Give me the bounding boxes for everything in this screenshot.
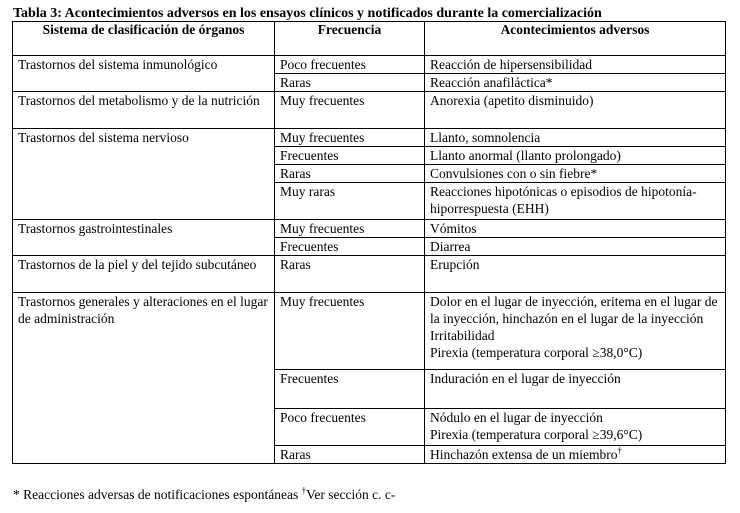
soc-cell: Trastornos generales y alteraciones en el lugar de administración bbox=[13, 293, 275, 464]
events-cell: Reacciones hipotónicas o episodios de hipotonía-hiporrespuesta (EHH) bbox=[425, 183, 726, 220]
soc-cell: Trastornos de la piel y del tejido subcutáneo bbox=[13, 256, 275, 293]
events-cell: Diarrea bbox=[425, 238, 726, 256]
adverse-events-table bbox=[12, 21, 726, 464]
frequency-cell: Poco frecuentes bbox=[275, 409, 425, 446]
events-cell: Anorexia (apetito disminuido) bbox=[425, 92, 726, 129]
table-row bbox=[13, 56, 726, 74]
events-cell bbox=[425, 409, 726, 446]
soc-cell: Trastornos del sistema inmunológico bbox=[13, 56, 275, 92]
event-line: Pirexia (temperatura corporal ≥39,6°C) bbox=[430, 427, 643, 442]
events-cell: Induración en el lugar de inyección bbox=[425, 370, 726, 409]
soc-cell: Trastornos del metabolismo y de la nutrición bbox=[13, 92, 275, 129]
header-frequency: Frecuencia bbox=[275, 22, 425, 56]
header-soc: Sistema de clasificación de órganos bbox=[13, 22, 275, 56]
events-cell: Erupción bbox=[425, 256, 726, 293]
events-cell: Reacción anafiláctica* bbox=[425, 74, 726, 92]
events-cell: Reacción de hipersensibilidad bbox=[425, 56, 726, 74]
frequency-cell: Poco frecuentes bbox=[275, 56, 425, 74]
soc-cell: Trastornos gastrointestinales bbox=[13, 220, 275, 256]
events-cell: Convulsiones con o sin fiebre* bbox=[425, 165, 726, 183]
header-adverse-events: Acontecimientos adversos bbox=[425, 22, 726, 56]
frequency-cell: Muy raras bbox=[275, 183, 425, 220]
frequency-cell: Raras bbox=[275, 446, 425, 464]
frequency-cell: Muy frecuentes bbox=[275, 293, 425, 370]
table-header-row bbox=[13, 22, 726, 56]
event-line: Irritabilidad bbox=[430, 328, 495, 343]
table-title: Tabla 3: Acontecimientos adversos en los ensayos clínicos y notificados durante la comercialización bbox=[13, 6, 602, 21]
footnote-rest: Ver sección c. c- bbox=[306, 487, 396, 502]
frequency-cell: Frecuentes bbox=[275, 238, 425, 256]
frequency-cell: Frecuentes bbox=[275, 370, 425, 409]
table-row bbox=[13, 220, 726, 238]
event-line: Hinchazón extensa de un miembro bbox=[430, 447, 618, 462]
frequency-cell: Muy frecuentes bbox=[275, 92, 425, 129]
soc-cell: Trastornos del sistema nervioso bbox=[13, 129, 275, 220]
frequency-cell: Muy frecuentes bbox=[275, 220, 425, 238]
frequency-cell: Muy frecuentes bbox=[275, 129, 425, 147]
footnote-main: * Reacciones adversas de notificaciones espontáneas bbox=[13, 487, 302, 502]
events-cell: Vómitos bbox=[425, 220, 726, 238]
table-row bbox=[13, 293, 726, 370]
frequency-cell: Raras bbox=[275, 74, 425, 92]
frequency-cell: Frecuentes bbox=[275, 147, 425, 165]
event-line: Dolor en el lugar de inyección, eritema en el lugar de la inyección, hinchazón en el lugar de la inyección bbox=[430, 294, 718, 326]
table-row bbox=[13, 92, 726, 129]
event-line: Nódulo en el lugar de inyección bbox=[430, 410, 603, 425]
table-row bbox=[13, 129, 726, 147]
footnote bbox=[13, 486, 395, 503]
events-cell: Llanto anormal (llanto prolongado) bbox=[425, 147, 726, 165]
events-cell bbox=[425, 446, 726, 464]
frequency-cell: Raras bbox=[275, 256, 425, 293]
dagger-mark: † bbox=[617, 445, 622, 456]
event-line: Pirexia (temperatura corporal ≥38,0°C) bbox=[430, 345, 643, 360]
frequency-cell: Raras bbox=[275, 165, 425, 183]
table-row bbox=[13, 256, 726, 293]
footnote-dagger: † bbox=[301, 485, 307, 496]
events-cell bbox=[425, 293, 726, 370]
events-cell: Llanto, somnolencia bbox=[425, 129, 726, 147]
